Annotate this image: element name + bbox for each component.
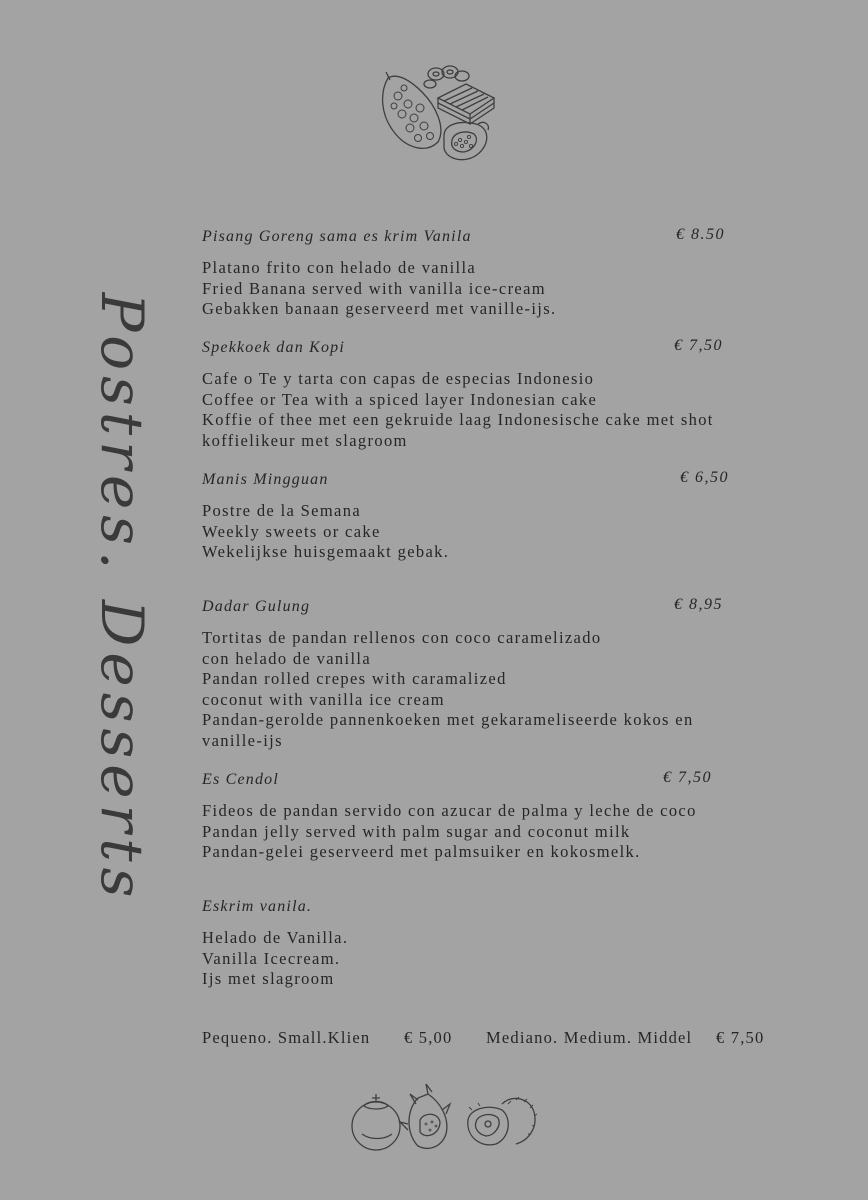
medium-size-price: € 7,50	[716, 1028, 765, 1047]
description-line: coconut with vanilla ice cream	[202, 689, 445, 709]
item-price: € 8,95	[674, 596, 723, 613]
description-line: Fideos de pandan servido con azucar de palma y leche de coco	[202, 801, 697, 820]
description-line: Weekly sweets or cake	[202, 521, 381, 541]
description-line: Coffee or Tea with a spiced layer Indonesian cake	[202, 389, 598, 409]
small-size-price: € 5,00	[404, 1028, 453, 1047]
menu-item-es-cendol	[202, 769, 762, 863]
description-line: Pandan rolled crepes with caramalized	[202, 669, 507, 688]
item-name: Manis Mingguan	[202, 471, 329, 488]
item-description	[202, 501, 762, 563]
description-line: Platano frito con helado de vanilla	[202, 258, 477, 277]
item-name: Es Cendol	[202, 771, 280, 788]
description-line: Koffie of thee met een gekruide laag Indonesische cake met shot	[202, 410, 714, 429]
item-description	[202, 258, 762, 320]
menu-item-dadar-gulung	[202, 596, 762, 751]
item-description	[202, 801, 762, 863]
item-description	[202, 928, 762, 990]
item-name: Dadar Gulung	[202, 598, 311, 615]
menu-item-eskrim-vanila	[202, 896, 762, 990]
description-line: Ijs met slagroom	[202, 969, 335, 988]
description-line: Wekelijkse huisgemaakt gebak.	[202, 542, 450, 561]
menu-item-spekkoek	[202, 337, 762, 451]
item-price: € 7,50	[663, 769, 712, 786]
item-description	[202, 628, 762, 751]
menu-item-pisang-goreng	[202, 226, 762, 320]
description-line: Cafe o Te y tarta con capas de especias Indonesio	[202, 369, 595, 388]
small-size-label: Pequeno. Small.Klien	[202, 1028, 371, 1047]
description-line: Fried Banana served with vanilla ice-cream	[202, 278, 546, 298]
item-price: € 8.50	[676, 226, 725, 243]
item-price: € 6,50	[680, 469, 729, 486]
tropical-fruits-illustration	[374, 62, 506, 170]
medium-size-label: Mediano. Medium. Middel	[486, 1028, 693, 1047]
description-line: Pandan-gerolde pannenkoeken met gekarameliseerde kokos en	[202, 710, 694, 729]
item-name: Spekkoek dan Kopi	[202, 339, 346, 356]
description-line: Postre de la Semana	[202, 501, 361, 520]
item-price: € 7,50	[674, 337, 723, 354]
description-line: Pandan jelly served with palm sugar and coconut milk	[202, 821, 631, 841]
description-line: Tortitas de pandan rellenos con coco caramelizado	[202, 628, 602, 647]
fruits-row-illustration	[346, 1080, 542, 1152]
side-title: Postres. Desserts	[88, 292, 156, 904]
description-line: koffielikeur met slagroom	[202, 430, 408, 450]
description-line: con helado de vanilla	[202, 648, 372, 668]
item-name: Eskrim vanila.	[202, 898, 313, 915]
description-line: Pandan-gelei geserveerd met palmsuiker en kokosmelk.	[202, 842, 641, 861]
description-line: vanille-ijs	[202, 730, 283, 750]
description-line: Helado de Vanilla.	[202, 928, 349, 947]
description-line: Gebakken banaan geserveerd met vanille-ijs.	[202, 299, 557, 318]
menu-item-manis-mingguan	[202, 469, 762, 563]
description-line: Vanilla Icecream.	[202, 948, 341, 968]
item-name: Pisang Goreng sama es krim Vanila	[202, 228, 472, 245]
item-description	[202, 369, 762, 451]
